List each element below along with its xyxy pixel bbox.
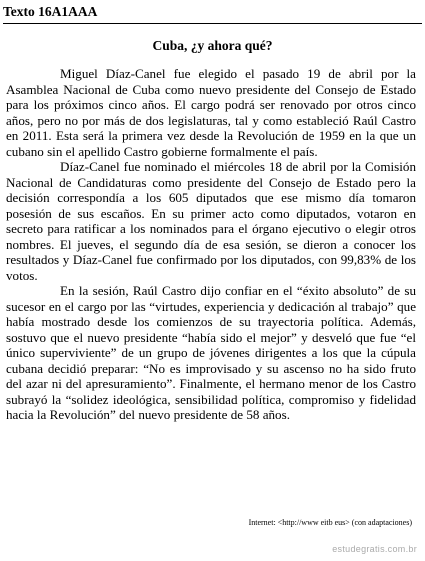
paragraph-2: Díaz-Canel fue nominado el miércoles 18 de abril por la Comisión Nacional de Candidaturas como presidente del Consejo de Estado pero la decisión correspondía a los 605 diputados que ese mismo día tomaron posesión de sus escaños. En su primer acto como diputados, votaron en secreto para ratificar a los nominados para el órgano ejecutivo o elegir otros nombres. El jueves, el segundo día de esa sesión, se dieron a conocer los resultados y Díaz-Canel fue confirmado por los diputados, con 99,83% de los votos. — [6, 159, 416, 283]
text-code: Texto 16A1AAA — [3, 4, 98, 19]
watermark: estudegratis.com.br — [332, 544, 417, 554]
article-body — [6, 66, 416, 423]
source-citation: Internet: <http://www eitb eus> (con adaptaciones) — [248, 518, 412, 527]
paragraph-1: Miguel Díaz-Canel fue elegido el pasado 19 de abril por la Asamblea Nacional de Cuba como nuevo presidente del Consejo de Estado para los próximos cinco años. El cargo podrá ser renovado por otros cinco años, pero no por más de dos legislaturas, tal y como estableció Raúl Castro en 2011. Esta será la primera vez desde la Revolución de 1959 en la que un cubano sin el apellido Castro gobierne formalmente el país. — [6, 66, 416, 159]
header-divider — [3, 23, 422, 24]
article-title: Cuba, ¿y ahora qué? — [152, 38, 273, 53]
paragraph-3: En la sesión, Raúl Castro dijo confiar en el “éxito absoluto” de su sucesor en el cargo por las “virtudes, experiencia y dedicación al trabajo” que había mostrado desde los comienzos de su trayectoria política. Además, sostuvo que el nuevo presidente “había sido el mejor” y desveló que fue “el único superviviente” de un grupo de jóvenes dirigentes a los que la cúpula cubana decidió preparar: “No es improvisado y su ascenso no ha sido fruto del azar ni del apresuramiento”. Finalmente, el hermano menor de los Castro subrayó la “solidez ideológica, sensibilidad política, compromiso y fidelidad hacia la Revolución” del nuevo presidente de 58 años. — [6, 283, 416, 422]
